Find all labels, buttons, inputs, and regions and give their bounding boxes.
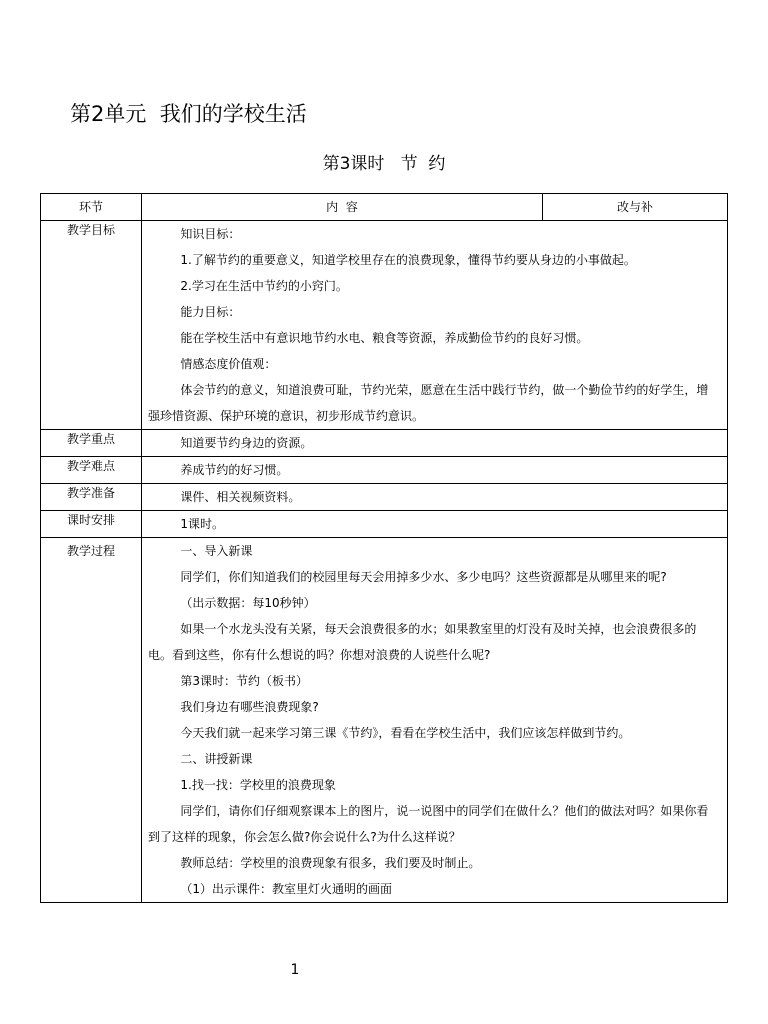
row-content bbox=[142, 511, 728, 538]
table-row bbox=[41, 221, 728, 430]
lesson-title: 第3课时 节 约 bbox=[322, 154, 446, 174]
content-line: 2.学习在生活中节约的小窍门。 bbox=[180, 279, 348, 293]
row-label: 教学难点 bbox=[41, 457, 142, 484]
row-content bbox=[142, 457, 728, 484]
content-line: （出示数据：每10秒钟） bbox=[180, 596, 316, 610]
row-label: 课时安排 bbox=[41, 511, 142, 538]
page-number: 1 bbox=[290, 962, 300, 978]
content-line: 能力目标： bbox=[180, 305, 241, 319]
table-header-row bbox=[41, 194, 728, 221]
content-line: 1.找一找：学校里的浪费现象 bbox=[180, 778, 336, 792]
table-row bbox=[41, 484, 728, 511]
content-line: 同学们，你们知道我们的校园里每天会用掉多少水、多少电吗？这些资源都是从哪里来的呢? bbox=[180, 570, 667, 584]
table-row bbox=[41, 430, 728, 457]
content-line: （1）出示课件：教室里灯火通明的画面 bbox=[180, 882, 393, 896]
table-row bbox=[41, 511, 728, 538]
row-label: 教学重点 bbox=[41, 430, 142, 457]
unit-title: 第2单元 我们的学校生活 bbox=[70, 102, 307, 126]
row-content bbox=[142, 221, 728, 430]
content-line: 如果一个水龙头没有关紧，每天会浪费很多的水；如果教室里的灯没有及时关掉，也会浪费很多的电。看到这些，你有什么想说的吗？你想对浪费的人说些什么呢? bbox=[148, 622, 697, 662]
row-label: 教学过程 bbox=[41, 538, 142, 903]
column-header-revision: 改与补 bbox=[543, 194, 728, 221]
content-line: 课件、相关视频资料。 bbox=[180, 490, 301, 504]
content-line: 体会节约的意义，知道浪费可耻，节约光荣，愿意在生活中践行节约，做一个勤俭节约的好学生，增强珍惜资源、保护环境的意识，初步形成节约意识。 bbox=[148, 383, 709, 423]
column-header-content: 内 容 bbox=[142, 194, 543, 221]
table-row bbox=[41, 457, 728, 484]
content-line: 能在学校生活中有意识地节约水电、粮食等资源，养成勤俭节约的良好习惯。 bbox=[180, 331, 589, 345]
content-line: 同学们，请你们仔细观察课本上的图片，说一说图中的同学们在做什么？他们的做法对吗？如果你看到了这样的现象，你会怎么做?你会说什么?为什么这样说？ bbox=[148, 804, 709, 844]
lesson-plan-table bbox=[40, 193, 728, 903]
column-header-stage: 环节 bbox=[41, 194, 142, 221]
row-content bbox=[142, 538, 728, 903]
content-line: 今天我们就一起来学习第三课《节约》，看看在学校生活中，我们应该怎样做到节约。 bbox=[180, 726, 631, 740]
content-line: 二、讲授新课 bbox=[180, 752, 253, 766]
row-label: 教学目标 bbox=[41, 221, 142, 430]
content-line: 情感态度价值观： bbox=[180, 357, 277, 371]
row-label: 教学准备 bbox=[41, 484, 142, 511]
row-content bbox=[142, 430, 728, 457]
content-line: 养成节约的好习惯。 bbox=[180, 463, 289, 477]
content-line: 教师总结：学校里的浪费现象有很多，我们要及时制止。 bbox=[180, 856, 481, 870]
content-line: 第3课时：节约（板书） bbox=[180, 674, 309, 688]
content-line: 我们身边有哪些浪费现象? bbox=[180, 700, 319, 714]
content-line: 一、导入新课 bbox=[180, 544, 253, 558]
content-line: 1课时。 bbox=[180, 517, 225, 531]
content-line: 知道要节约身边的资源。 bbox=[180, 436, 313, 450]
content-line: 知识目标： bbox=[180, 227, 241, 241]
content-line: 1.了解节约的重要意义，知道学校里存在的浪费现象，懂得节约要从身边的小事做起。 bbox=[180, 253, 636, 267]
table-row bbox=[41, 538, 728, 903]
row-content bbox=[142, 484, 728, 511]
